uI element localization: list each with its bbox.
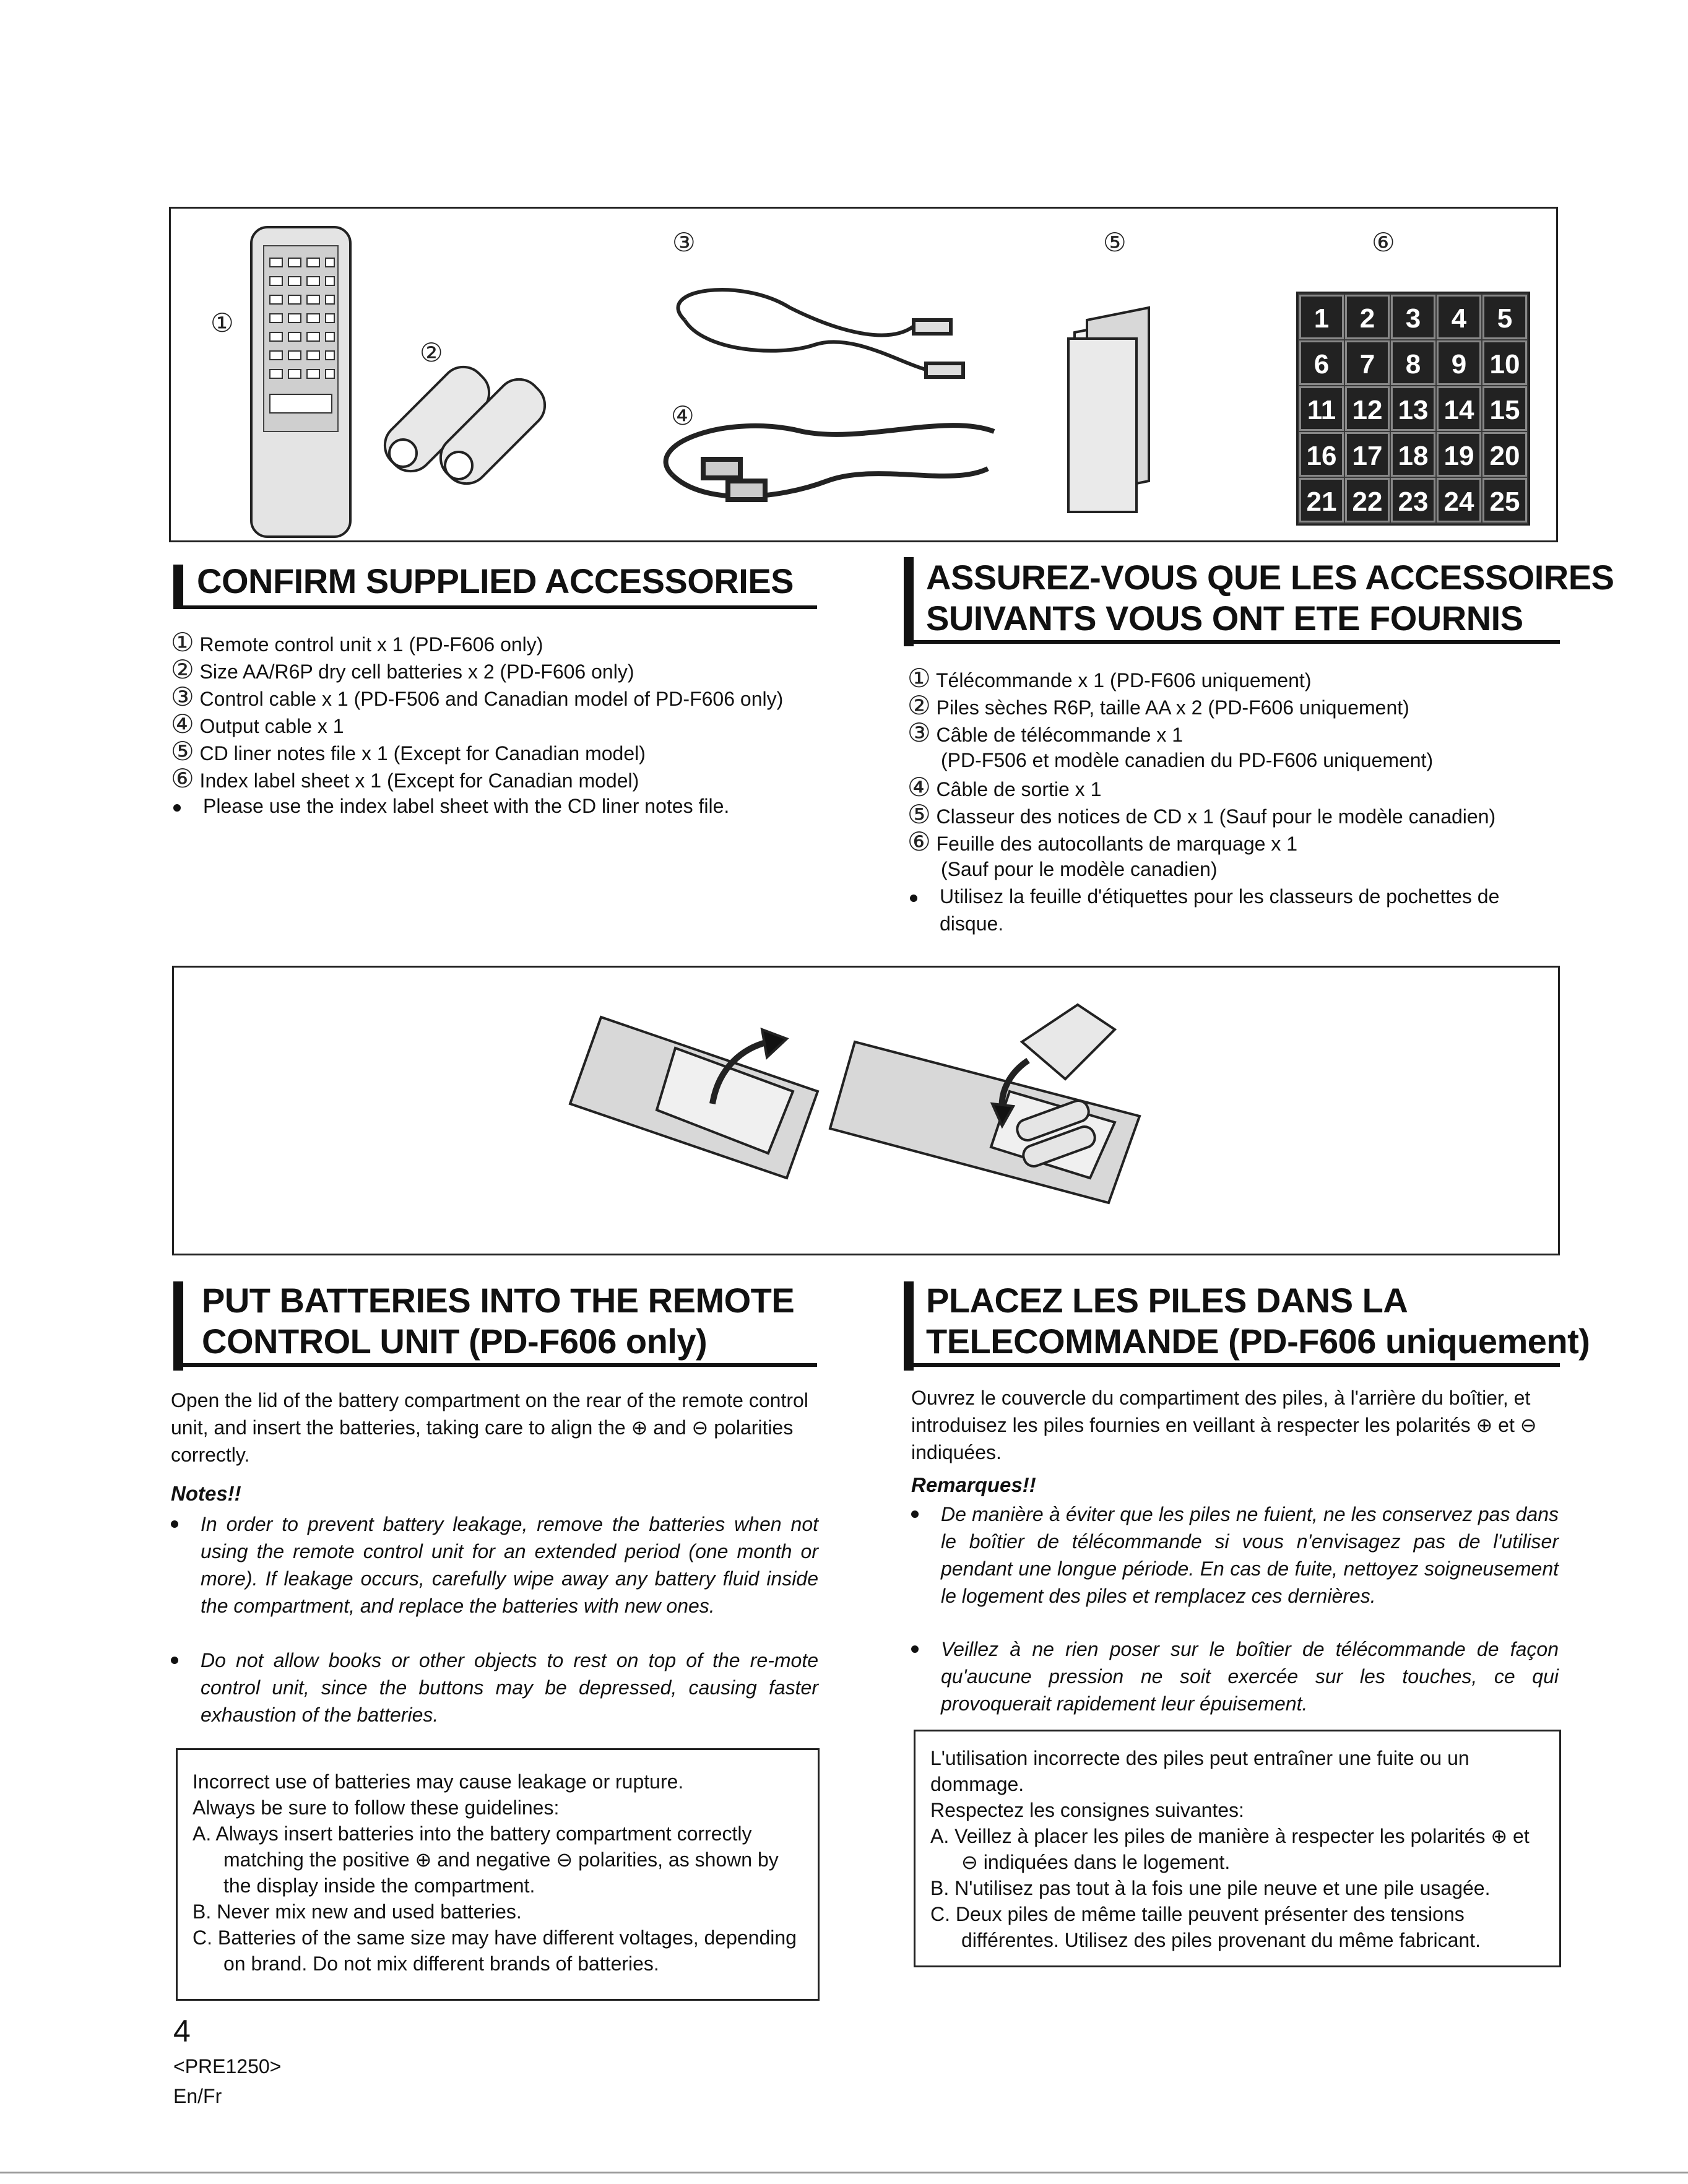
fr-accessory-item-4: ④ Câble de sortie x 1	[907, 772, 1102, 802]
remote-back-batteries-icon	[830, 1005, 1140, 1203]
en-note-2: Do not allow books or other objects to rest on top of the re-mote control unit, since the buttons may be depressed, causing faster exhaustion of the batteries.	[171, 1647, 818, 1728]
en-caution-b: B. Never mix new and used batteries.	[193, 1900, 522, 1923]
en-accessory-item-6: ⑥ Index label sheet x 1 (Except for Canadian model)	[171, 763, 639, 794]
en-caution-a: A. Always insert batteries into the battery compartment correctly matching the positive ⊕ and negative ⊖ polarities, as shown by the display inside the compartment.	[193, 1822, 779, 1897]
figure-label-2: ②	[420, 337, 443, 368]
accessories-figure	[169, 207, 1558, 542]
index-tile: 12	[1345, 386, 1390, 431]
fr-accessory-item-2: ② Piles sèches R6P, taille AA x 2 (PD-F606 uniquement)	[907, 690, 1409, 721]
index-tile: 16	[1299, 432, 1344, 477]
figure-label-6: ⑥	[1372, 227, 1395, 258]
fr-accessory-item-6b: (Sauf pour le modèle canadien)	[941, 858, 1218, 880]
fr-accessory-item-5: ⑤ Classeur des notices de CD x 1 (Sauf pour le modèle canadien)	[907, 799, 1496, 830]
battery-figure	[172, 966, 1560, 1255]
page-number: 4	[173, 2014, 191, 2048]
index-tile: 23	[1391, 478, 1435, 522]
fr-accessory-item-3b: (PD-F506 et modèle canadien du PD-F606 uniquement)	[941, 749, 1434, 771]
index-tile: 2	[1345, 295, 1390, 339]
en-caution-line1: Incorrect use of batteries may cause leakage or rupture.	[193, 1770, 684, 1793]
fr-accessory-item-3: ③ Câble de télécommande x 1	[907, 717, 1183, 748]
en-accessory-item-2: ② Size AA/R6P dry cell batteries x 2 (PD-F606 only)	[171, 654, 634, 685]
index-tile: 6	[1299, 340, 1344, 385]
fr-accessories-title-line2: SUIVANTS VOUS ONT ETE FOURNIS	[926, 599, 1523, 638]
fr-caution-b: B. N'utilisez pas tout à la fois une pile neuve et une pile usagée.	[930, 1877, 1491, 1899]
en-accessory-item-5: ⑤ CD liner notes file x 1 (Except for Canadian model)	[171, 736, 646, 766]
fr-accessory-item-6: ⑥ Feuille des autocollants de marquage x 1	[907, 826, 1298, 857]
en-accessory-bullet: Please use the index label sheet with the CD liner notes file.	[173, 792, 729, 820]
index-tile: 3	[1391, 295, 1435, 339]
fr-caution-a: A. Veillez à placer les piles de manière à respecter les polarités ⊕ et ⊖ indiquées dans le logement.	[930, 1825, 1530, 1873]
liner-notes-file-icon	[1068, 308, 1174, 512]
document-code: <PRE1250>	[173, 2055, 282, 2078]
index-tile: 19	[1437, 432, 1481, 477]
heading-rule	[904, 640, 1560, 644]
index-tile: 14	[1437, 386, 1481, 431]
en-accessory-item-4: ④ Output cable x 1	[171, 709, 344, 739]
figure-label-4: ④	[671, 401, 695, 431]
output-cable-icon	[666, 425, 994, 500]
batteries-icon	[376, 358, 554, 493]
fr-note-2: Veillez à ne rien poser sur le boîtier de télécommande de façon qu'aucune pression ne soit exercée sur les touches, ce qui provoquerait rapidement leur épuisement.	[911, 1636, 1559, 1717]
fr-batteries-title-line2: TELECOMMANDE (PD-F606 uniquement)	[926, 1322, 1590, 1361]
fr-notes-title: Remarques!!	[911, 1473, 1036, 1496]
index-tile: 22	[1345, 478, 1390, 522]
fr-accessory-item-1: ① Télécommande x 1 (PD-F606 uniquement)	[907, 663, 1312, 693]
heading-bar	[904, 557, 914, 646]
heading-bar	[173, 565, 183, 608]
index-tile: 5	[1482, 295, 1527, 339]
en-accessory-item-3: ③ Control cable x 1 (PD-F506 and Canadian model of PD-F606 only)	[171, 682, 784, 712]
fr-batteries-intro: Ouvrez le couvercle du compartiment des piles, à l'arrière du boîtier, et introduisez les piles fournies en veillant à respecter les polarités ⊕ et ⊖ indiquées.	[911, 1387, 1537, 1463]
heading-rule	[904, 1363, 1560, 1367]
control-cable-icon	[678, 290, 963, 377]
fr-accessory-bullet: Utilisez la feuille d'étiquettes pour les classeurs de pochettes de	[910, 883, 1499, 910]
index-tile: 13	[1391, 386, 1435, 431]
index-tile: 24	[1437, 478, 1481, 522]
bottom-edge-rule	[0, 2172, 1688, 2173]
remote-back-open-icon	[570, 1017, 818, 1178]
heading-rule	[173, 1363, 817, 1367]
language-code: En/Fr	[173, 2085, 222, 2107]
fr-caution-line1: L'utilisation incorrecte des piles peut entraîner une fuite ou un dommage.	[930, 1747, 1469, 1795]
index-tile: 11	[1299, 386, 1344, 431]
fr-caution-c: C. Deux piles de même taille peuvent présenter des tensions différentes. Utilisez des piles provenant du même fabricant.	[930, 1903, 1481, 1951]
figure-label-5: ⑤	[1103, 227, 1127, 258]
en-notes-title: Notes!!	[171, 1482, 241, 1505]
fr-accessory-bullet-cont: disque.	[940, 912, 1004, 935]
en-batteries-intro: Open the lid of the battery compartment on the rear of the remote control unit, and insert the batteries, taking care to align the ⊕ and ⊖ polarities correctly.	[171, 1389, 808, 1466]
index-tile: 20	[1482, 432, 1527, 477]
fr-accessories-title-line1: ASSUREZ-VOUS QUE LES ACCESSOIRES	[926, 558, 1614, 597]
fr-batteries-title-line1: PLACEZ LES PILES DANS LA	[926, 1281, 1408, 1320]
en-caution-box	[176, 1748, 820, 2001]
index-tile: 15	[1482, 386, 1527, 431]
heading-rule	[173, 605, 817, 609]
heading-bar	[173, 1281, 183, 1371]
en-accessory-item-1: ① Remote control unit x 1 (PD-F606 only)	[171, 627, 543, 657]
en-caution-c: C. Batteries of the same size may have different voltages, depending on brand. Do not mix different brands of batteries.	[193, 1926, 797, 1975]
index-tile: 8	[1391, 340, 1435, 385]
index-tile: 1	[1299, 295, 1344, 339]
index-tile: 17	[1345, 432, 1390, 477]
en-caution-line2: Always be sure to follow these guidelines:	[193, 1796, 560, 1819]
en-batteries-title-line1: PUT BATTERIES INTO THE REMOTE	[202, 1281, 795, 1320]
en-batteries-title-line2: CONTROL UNIT (PD-F606 only)	[202, 1322, 708, 1361]
figure-label-1: ①	[210, 308, 234, 338]
index-tile: 7	[1345, 340, 1390, 385]
index-tile: 18	[1391, 432, 1435, 477]
index-tile: 25	[1482, 478, 1527, 522]
fr-caution-box	[914, 1730, 1561, 1967]
remote-control-icon	[251, 227, 350, 537]
index-tile: 21	[1299, 478, 1344, 522]
fr-note-1: De manière à éviter que les piles ne fuient, ne les conservez pas dans le boîtier de télécommande si vous n'envisagez pas de l'utiliser pendant une longue période. En cas de fuite, nettoyez soigneusement le logement des piles et remplacez ces dernières.	[911, 1501, 1559, 1610]
index-label-sheet	[1296, 292, 1530, 526]
index-tile: 10	[1482, 340, 1527, 385]
fr-caution-line2: Respectez les consignes suivantes:	[930, 1799, 1244, 1821]
index-tile: 4	[1437, 295, 1481, 339]
heading-bar	[904, 1281, 914, 1371]
figure-label-3: ③	[672, 227, 696, 258]
battery-insertion-illustration	[174, 968, 1558, 1254]
en-note-1: In order to prevent battery leakage, remove the batteries when not using the remote control unit for an extended period (one month or more). If leakage occurs, carefully wipe away any battery fluid inside the compartment, and replace the batteries with new ones.	[171, 1510, 818, 1619]
index-tile: 9	[1437, 340, 1481, 385]
en-accessories-title: CONFIRM SUPPLIED ACCESSORIES	[197, 561, 794, 600]
